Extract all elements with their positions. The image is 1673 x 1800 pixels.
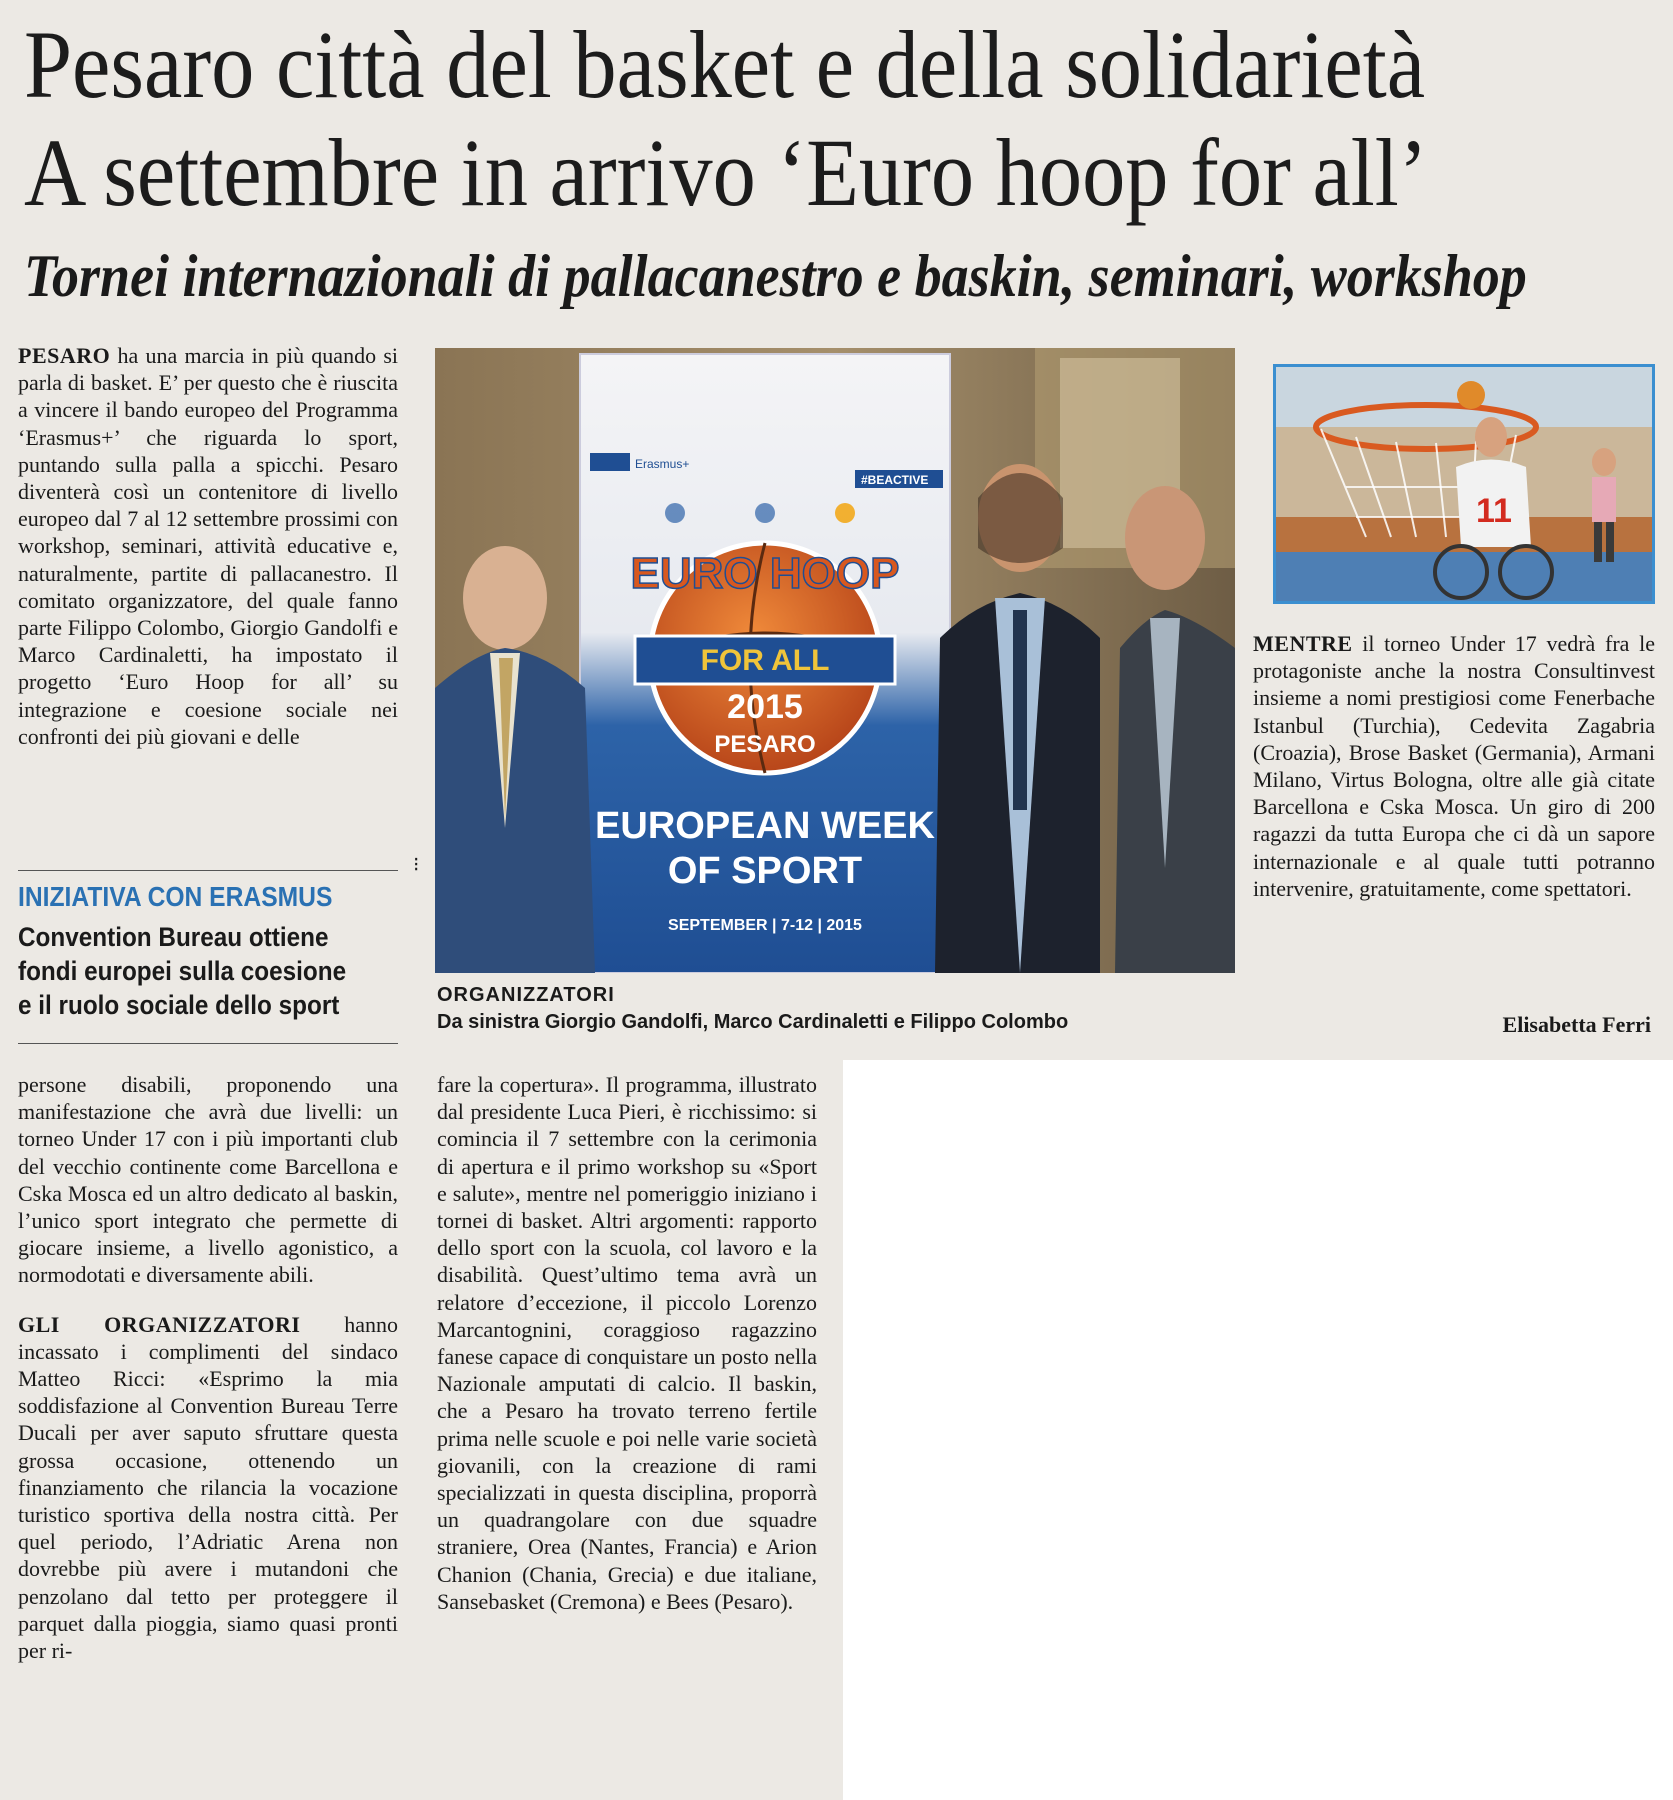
sidebar-body bbox=[18, 920, 360, 1022]
column-2-paragraph-1: persone disabili, proponendo una manifestazione che avrà due livelli: un torneo Under 17 con i più importanti club del vecchio continente come Barcellona e Cska Mosca ed un altro dedicato al baskin, l’unico sport integrato che permette di giocare insieme, a livello agonistico, a normodotati e diversamente abili. bbox=[18, 1072, 398, 1288]
banner-year-label: 2015 bbox=[727, 688, 803, 726]
organizers-photo bbox=[435, 348, 1235, 973]
sidebar-line-2: fondi europei sulla coesione bbox=[18, 956, 347, 986]
banner-beactive-label: #BEACTIVE bbox=[861, 473, 929, 487]
sidebar-line-1: Convention Bureau ottiene bbox=[18, 922, 329, 952]
banner-week-line-2: OF SPORT bbox=[667, 850, 863, 892]
lead-word-pesaro: PESARO bbox=[18, 343, 111, 368]
sidebar-line-3: e il ruolo sociale dello sport bbox=[18, 990, 340, 1020]
lead-word-mentre: MENTRE bbox=[1253, 631, 1353, 656]
sidebar-kicker: INIZIATIVA CON ERASMUS bbox=[18, 881, 333, 912]
banner-city-label: PESARO bbox=[714, 731, 816, 758]
column-2-paragraph-2: hanno incassato i complimenti del sindaco Matteo Ricci: «Esprimo la mia soddisfazione al Convention Bureau Terre Ducali per aver saputo sfruttare questa grossa occasione, ottenendo un finanziamento che rilancia la vocazione turistico sportiva della nostra città. Per quel periodo, l’Adriatic Arena non dovrebbe più avere i mutandoni che penzolano dal tetto per proteggere il parquet dalla pioggia, siamo quasi pronti per ri- bbox=[18, 1311, 398, 1664]
sidebar-box bbox=[18, 880, 398, 1022]
column-4-text: il torneo Under 17 vedrà fra le protagoniste anche la nostra Consultinvest insieme a nomi prestigiosi come Fenerbache Istanbul (Turchia), Cedevita Zagabria (Croazia), Brose Basket (Germania), Armani Milano, Virtus Bologna, oltre alle già citate Barcellona e Cska Mosca. Un giro di 200 ragazzi da tutta Europa che ci dà un sapore internazionale e al quale tutti potranno intervenire, gratuitamente, come spettatori. bbox=[1253, 631, 1655, 901]
banner-euro-hoop-title: EURO HOOP bbox=[630, 549, 900, 598]
jersey-number: 11 bbox=[1476, 492, 1512, 530]
photo-caption-title: ORGANIZZATORI bbox=[437, 984, 615, 1006]
banner-erasmus-label: Erasmus+ bbox=[635, 457, 690, 471]
column-1-text: ha una marcia in più quando si parla di basket. E’ per questo che è riuscita a vincere il bando europeo del Programma ‘Erasmus+’ che riguarda lo sport, puntando sulla palla a spicchi. Pesaro diventerà così un contenitore di livello europeo dal 7 al 12 settembre prossimi con workshop, seminari, attività educative e, naturalmente, partite di pallacanestro. Il comitato organizzatore, del quale fanno parte Filippo Colombo, Giorgio Gandolfi e Marco Cardinaletti, ha impostato il progetto ‘Euro Hoop for all’ su integrazione e coesione sociale nei confronti dei più giovani e delle bbox=[18, 343, 398, 749]
baskin-photo bbox=[1273, 364, 1655, 604]
baskin-photo-illustration bbox=[1276, 367, 1652, 601]
article-column-3 bbox=[437, 1071, 817, 1615]
banner-for-all-label: FOR ALL bbox=[700, 644, 830, 677]
euro-hoop-banner bbox=[580, 354, 950, 973]
photo-caption-text: Da sinistra Giorgio Gandolfi, Marco Cardinaletti e Filippo Colombo bbox=[437, 1011, 1069, 1033]
sidebar-bottom-rule bbox=[18, 1043, 398, 1044]
headline-line-1: Pesaro città del basket e della solidarietà bbox=[24, 11, 1426, 118]
organizers-photo-illustration bbox=[435, 348, 1235, 973]
separator-dot: ⁝ bbox=[413, 854, 420, 876]
byline-author: Elisabetta Ferri bbox=[1502, 1012, 1651, 1037]
sidebar-top-rule bbox=[18, 870, 398, 871]
deck-subheadline: Tornei internazionali di pallacanestro e baskin, seminari, workshop bbox=[24, 243, 1527, 309]
article-column-2 bbox=[18, 1071, 398, 1664]
column-3-text: fare la copertura». Il programma, illustrato dal presidente Luca Pieri, è ricchissimo: si comincia il 7 settembre con la cerimonia di apertura e il primo workshop su «Sport e salute», mentre nel pomeriggio iniziano i tornei di basket. Altri argomenti: rapporto dello sport con la scuola, col lavoro e la disabilità. Quest’ultimo tema avrà un relatore d’eccezione, il piccolo Lorenzo Marcantognini, coraggioso ragazzino fanese capace di conquistare un posto nella Nazionale amputati di calcio. Il baskin, che a Pesaro ha trovato terreno fertile prima nelle scuole e poi nelle varie società giovanili, con la creazione di rami specializzati in questa disciplina, proporrà un quadrangolare con due squadre straniere, Orea (Nantes, Francia) e Arion Chanion (Chania, Grecia) e due italiane, Sansebasket (Cremona) e Bees (Pesaro). bbox=[437, 1072, 817, 1614]
article-column-4 bbox=[1253, 630, 1655, 902]
lead-words-gli-organizzatori: GLI ORGANIZZATORI bbox=[18, 1311, 301, 1337]
article-column-1 bbox=[18, 342, 398, 750]
banner-week-line-1: EUROPEAN WEEK bbox=[595, 805, 935, 847]
headline-line-2: A settembre in arrivo ‘Euro hoop for all’ bbox=[24, 119, 1428, 226]
banner-dates-label: SEPTEMBER | 7-12 | 2015 bbox=[668, 917, 862, 934]
